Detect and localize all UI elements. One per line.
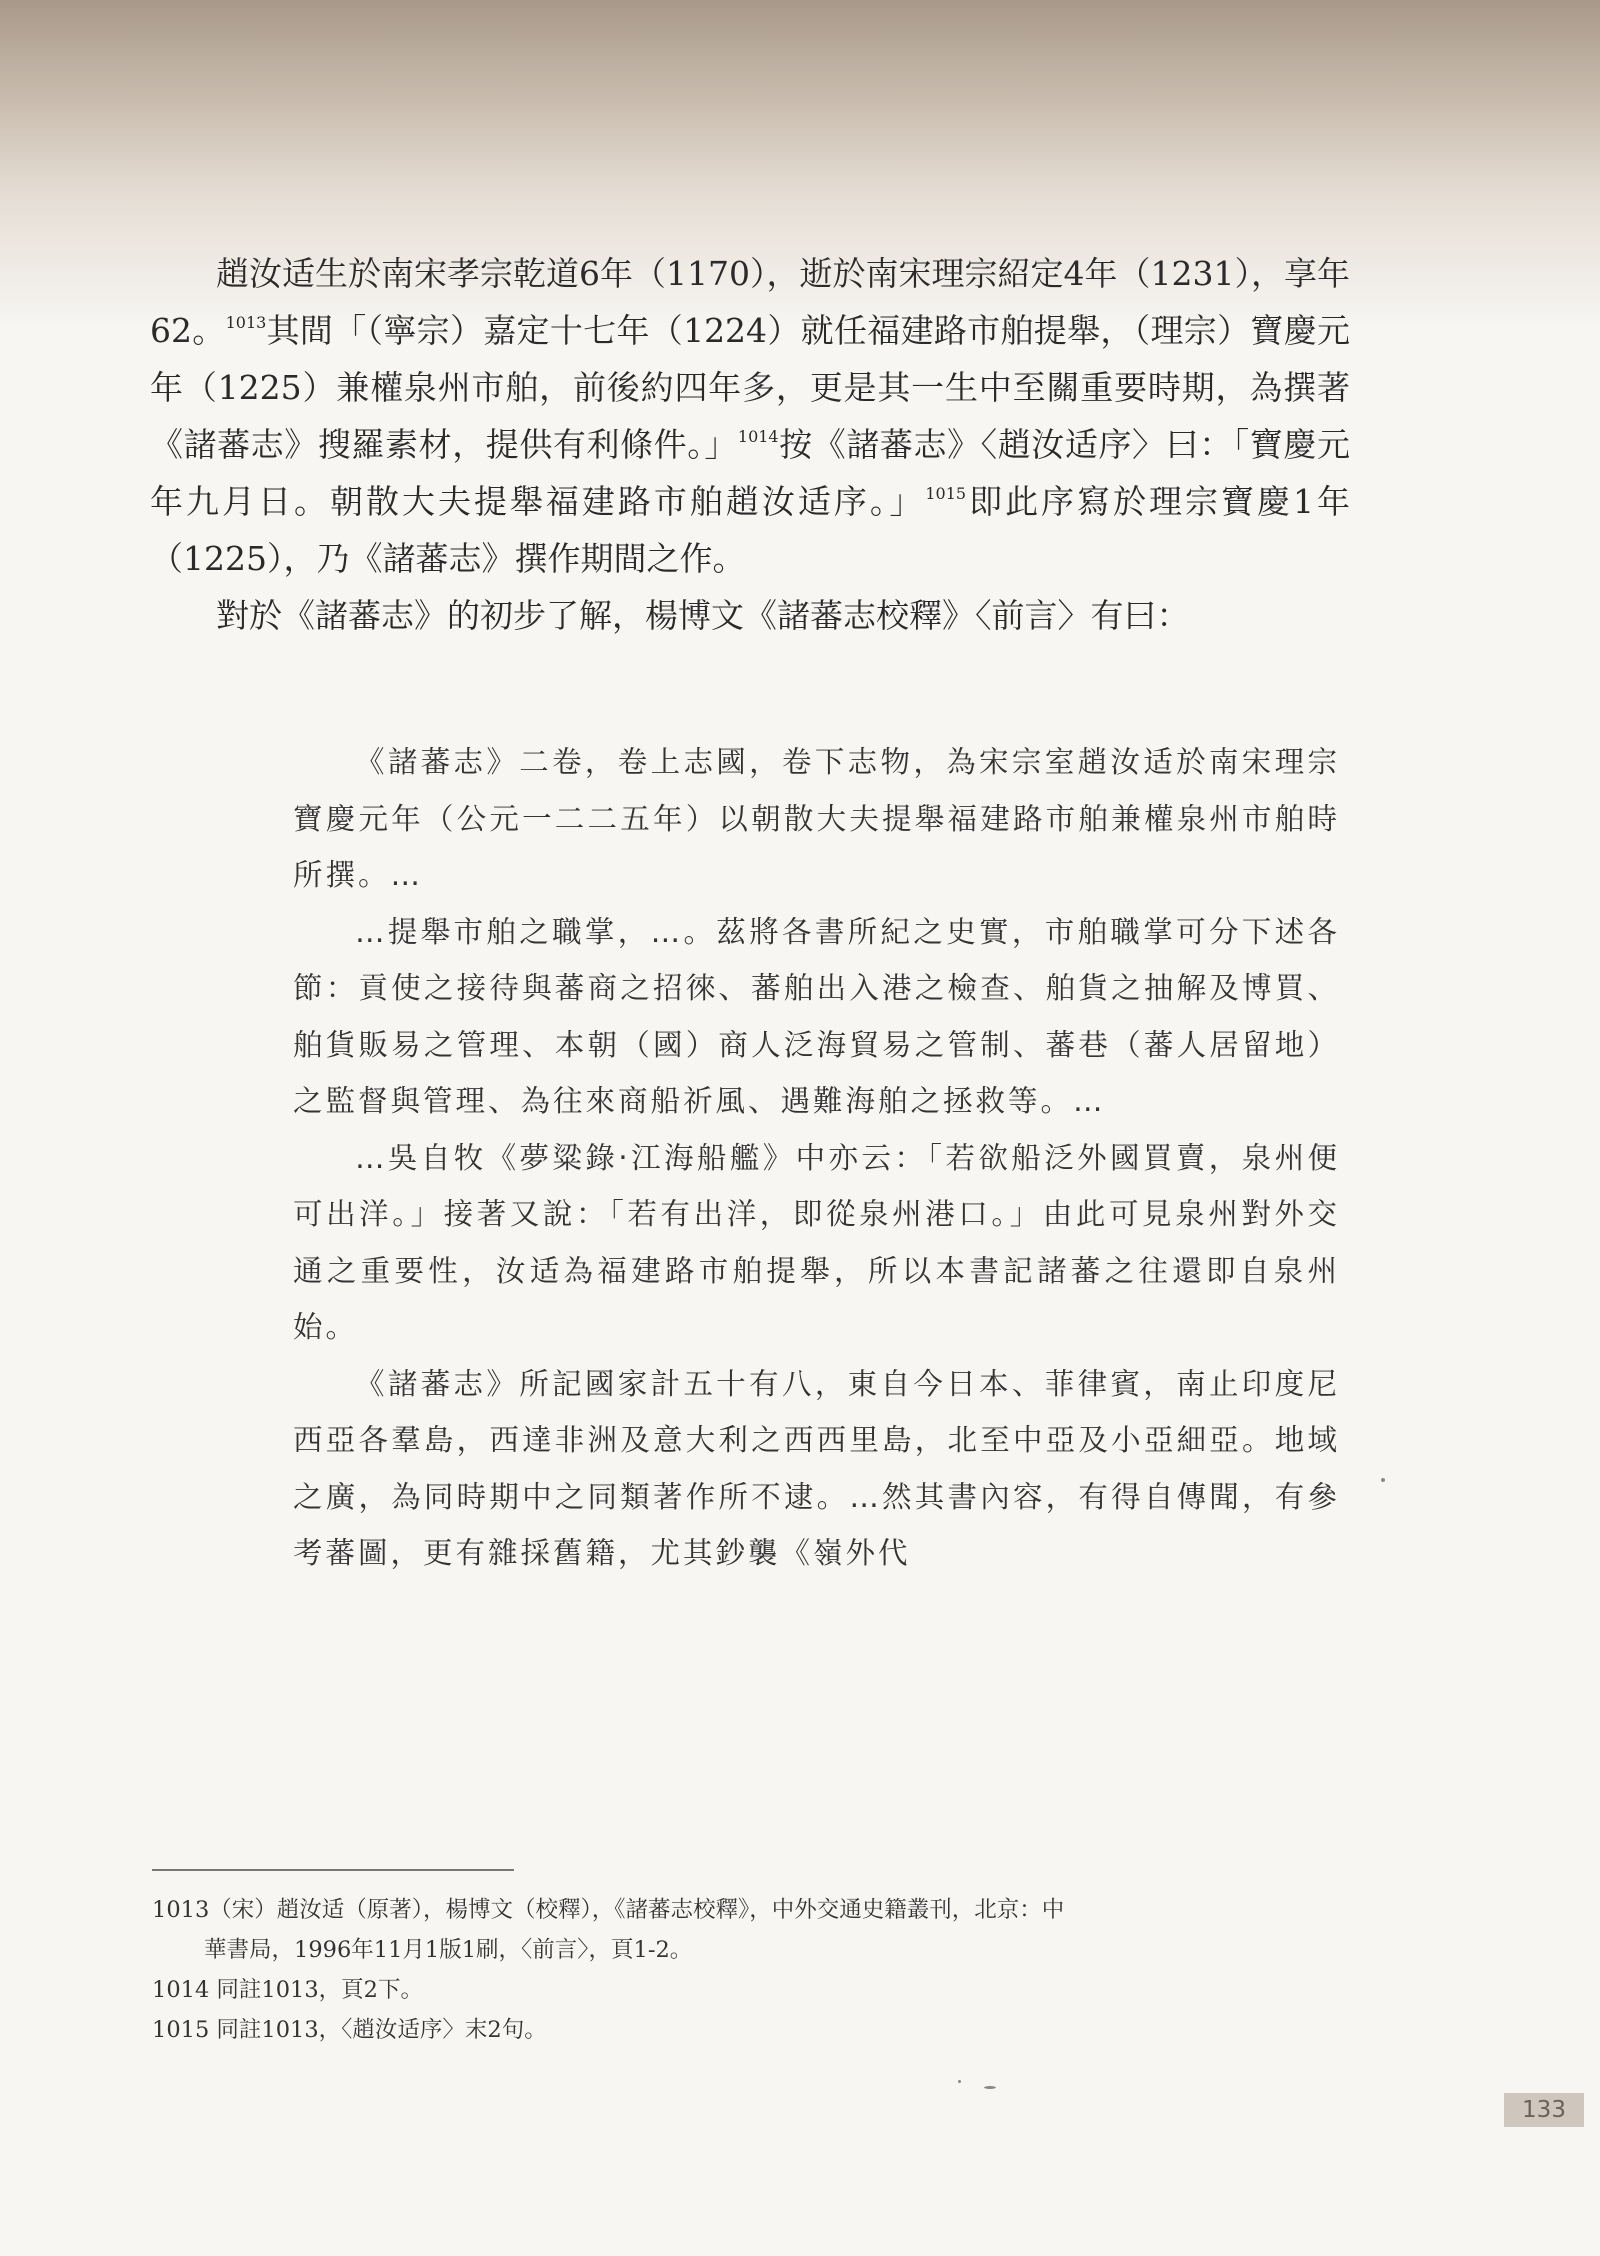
- quote-paragraph: …提舉市舶之職掌，…。茲將各書所紀之史實，市舶職掌可分下述各節：貢使之接待與蕃商之招徠、蕃舶出入港之檢查、舶貨之抽解及博買、舶貨販易之管理、本朝（國）商人泛海貿易之管制、蕃巷（蕃人居留地）之監督與管理、為往來商船祈風、遇難海舶之拯救等。…: [293, 914, 1340, 1118]
- body-paragraph: 趙汝适生於南宋孝宗乾道6年（1170），逝於南宋理宗紹定4年（1231），享年62。$^{1013}$其間「（寧宗）嘉定十七年（1224）就任福建路市舶提舉，（理宗）寶慶元年（1225）兼權泉州市舶，前後約四年多，更是其一生中至關重要時期，為撰著《諸蕃志》搜羅素材，提供有利條件。」$^{1014}$按《諸蕃志》〈趙汝适序〉曰：「寶慶元年九月日。朝散大夫提舉福建路市舶趙汝适序。」$^{1015}$即此序寫於理宗寶慶1年（1225），乃《諸蕃志》撰作期間之作。: [150, 254, 1351, 578]
- body-text: [150, 245, 1350, 644]
- footnote-ref[interactable]: 1014: [737, 427, 779, 446]
- scan-speck: [984, 2086, 996, 2089]
- footnote-ref[interactable]: 1013: [225, 313, 267, 332]
- footnote-ref[interactable]: 1015: [925, 484, 967, 503]
- footnote-1014: 1014 同註1013，頁2下。: [152, 1977, 423, 2003]
- quote-paragraph: …吳自牧《夢粱錄‧江海船艦》中亦云：「若欲船泛外國買賣，泉州便可出洋。」接著又說：「若有出洋，即從泉州港口。」由此可見泉州對外交通之重要性，汝适為福建路市舶提舉，所以本書記諸蕃之往還即自泉州始。: [293, 1140, 1340, 1344]
- footnote-1013: 1013（宋）趙汝适（原著），楊博文（校釋），《諸蕃志校釋》，中外交通史籍叢刊，北京：中: [152, 1897, 1065, 1923]
- footnote-divider: [152, 1869, 514, 1871]
- scan-speck: [1381, 1478, 1385, 1482]
- body-paragraph: 對於《諸蕃志》的初步了解，楊博文《諸蕃志校釋》〈前言〉有曰：: [216, 596, 1190, 635]
- footnotes: [152, 1890, 1352, 2050]
- footnote-1013-continued: 華書局，1996年11月1版1刷，〈前言〉，頁1-2。: [204, 1937, 693, 1963]
- scan-speck: [958, 2080, 961, 2083]
- block-quote: [293, 734, 1340, 1582]
- quote-paragraph: 《諸蕃志》二卷，卷上志國，卷下志物，為宋宗室趙汝适於南宋理宗寶慶元年（公元一二二五年）以朝散大夫提舉福建路市舶兼權泉州市舶時所撰。…: [293, 745, 1340, 892]
- footnote-1015: 1015 同註1013，〈趙汝适序〉末2句。: [152, 2017, 547, 2043]
- quote-paragraph: 《諸蕃志》所記國家計五十有八，東自今日本、菲律賓，南止印度尼西亞各羣島，西達非洲及意大利之西西里島，北至中亞及小亞細亞。地域之廣，為同時期中之同類著作所不逮。…然其書內容，有得自傳聞，有參考蕃圖，更有雜採舊籍，尤其鈔襲《嶺外代: [293, 1366, 1340, 1570]
- page-number: 133: [1504, 2093, 1584, 2127]
